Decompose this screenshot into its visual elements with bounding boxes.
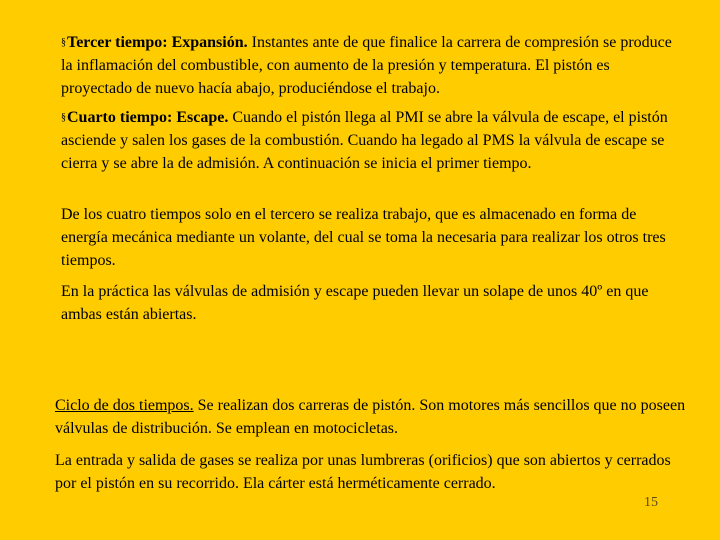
bullet-icon: § <box>61 112 66 123</box>
paragraph-tercer-tiempo <box>61 31 679 100</box>
paragraph-dos-tiempos <box>55 394 695 440</box>
text-dos-tiempos: Se realizan dos carreras de pistón. Son motores más sencillos que no poseen válvulas de distribución. Se emplean en motocicletas. <box>55 397 686 437</box>
text-cuarto-tiempo: Cuando el pistón llega al PMI se abre la válvula de escape, el pistón asciende y salen los gases de la combustión. Cuando ha legado al PMS la válvula de escape se cierra y se abre la de admisión. A continuación se inicia el primer tiempo. <box>61 109 668 172</box>
paragraph-practica: En la práctica las válvulas de admisión y escape pueden llevar un solape de unos 40º en que ambas están abiertas. <box>61 283 649 323</box>
heading-cuarto-tiempo: Cuarto tiempo: Escape. <box>67 109 229 126</box>
paragraph-cuatro-tiempos: De los cuatro tiempos solo en el tercero se realiza trabajo, que es almacenado en forma de energía mecánica mediante un volante, del cual se toma la necesaria para realizar los otros tres tiempos. <box>61 206 666 269</box>
paragraph-cuarto-tiempo <box>61 106 679 175</box>
paragraph-entrada-salida: La entrada y salida de gases se realiza por unas lumbreras (orificios) que son abiertos y cerrados por el pistón en su recorrido. Ela cárter está herméticamente cerrado. <box>55 452 671 492</box>
text-tercer-tiempo: Instantes ante de que finalice la carrera de compresión se produce la inflamación del combustible, con aumento de la presión y temperatura. El pistón es proyectado de nuevo hacía abajo, produciéndose el trabajo. <box>61 34 672 97</box>
heading-tercer-tiempo: Tercer tiempo: Expansión. <box>67 34 248 51</box>
page-number: 15 <box>644 495 658 510</box>
heading-dos-tiempos: Ciclo de dos tiempos. <box>55 397 194 414</box>
bullet-icon: § <box>61 37 66 48</box>
